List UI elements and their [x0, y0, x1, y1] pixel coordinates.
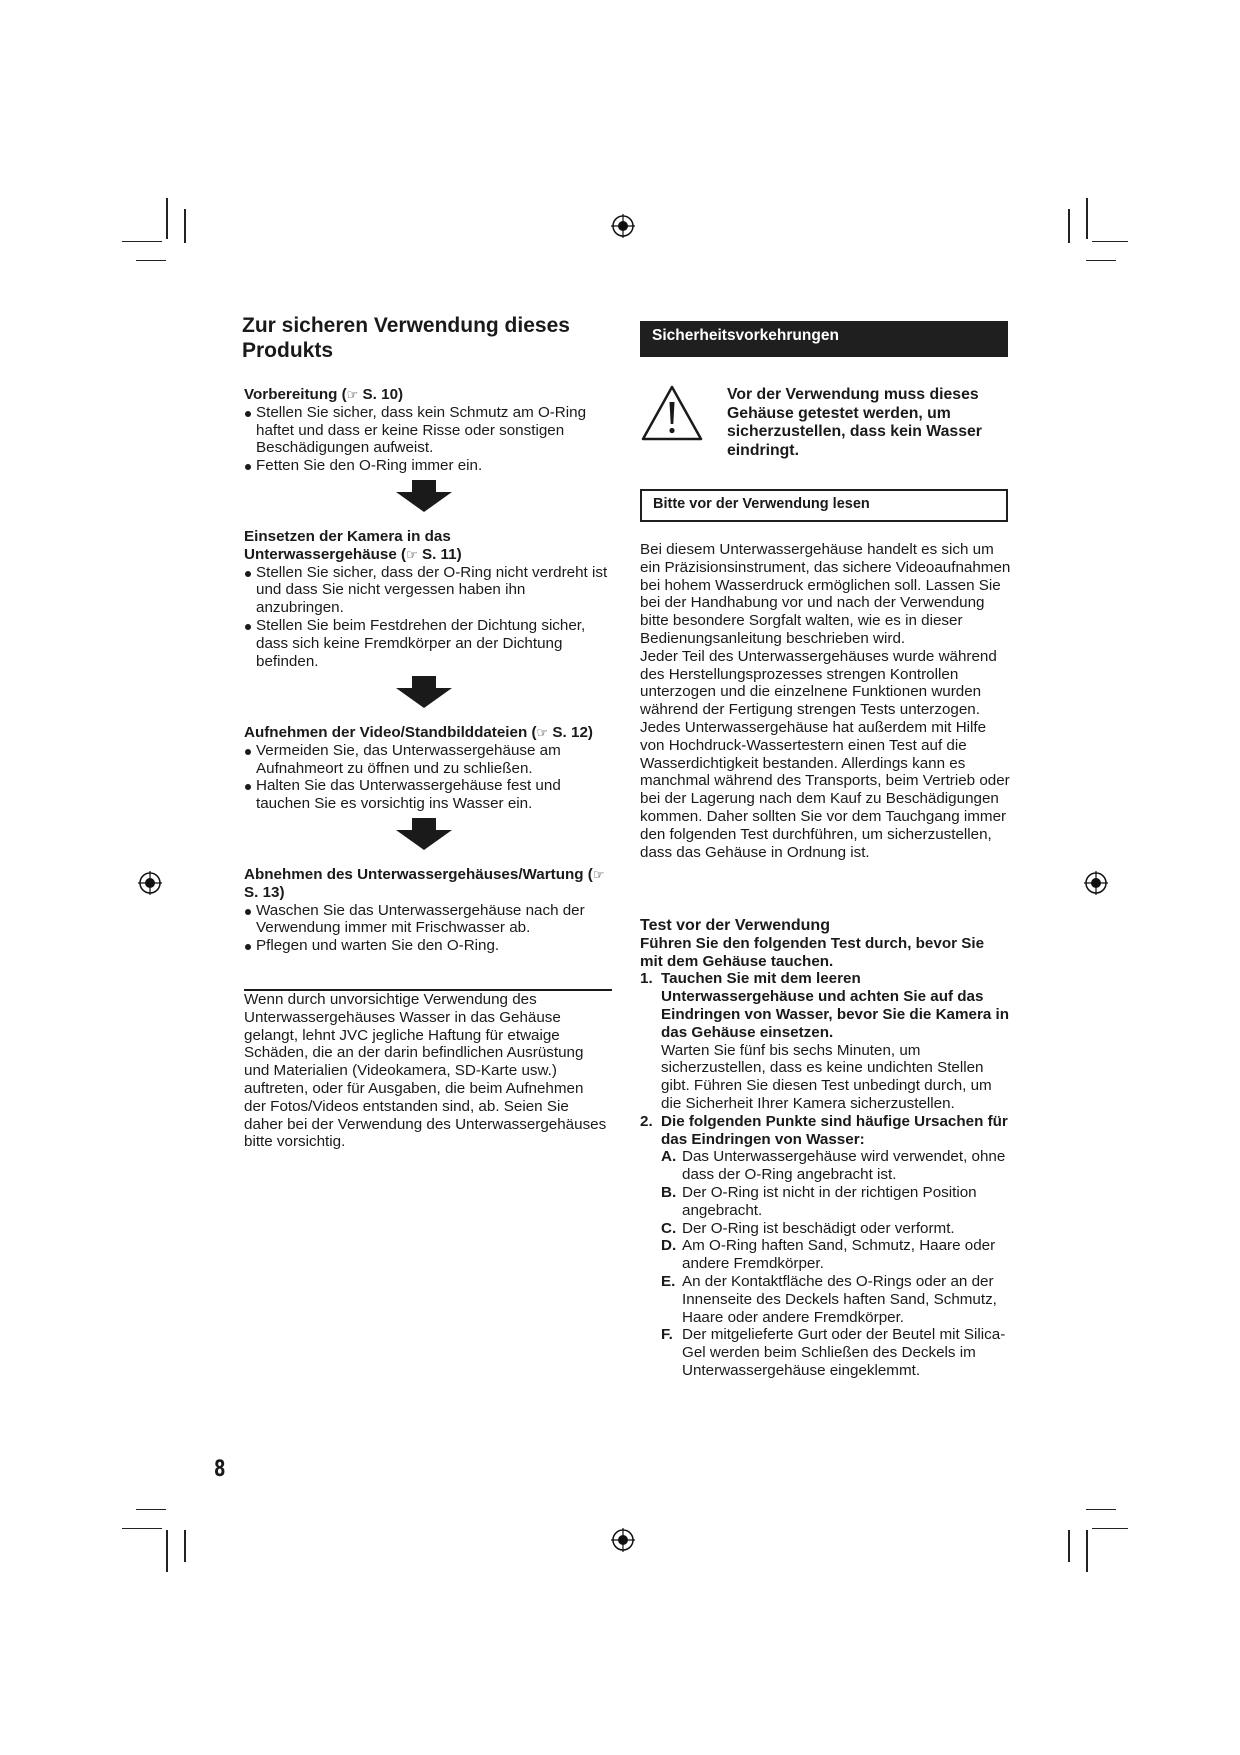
test-heading: Test vor der Verwendung: [640, 917, 830, 934]
section-recording: [244, 724, 620, 813]
disclaimer-text: Wenn durch unvorsichtige Verwendung des Unterwassergehäuses Wasser in das Gehäuse gelangt, lehnt JVC jegliche Haftung für etwaige Schäden, die an der darin befindlichen Ausrüstung und Materialien (Videokamera, SD-Karte usw.) auftreten, oder für Ausgaben, die beim Aufnehmen der Fotos/Videos entstanden sind, ab. Seien Sie daher bei der Verwendung des Unterwassergehäuses bitte vorsichtig.: [244, 991, 607, 1151]
section-preparation: [244, 386, 614, 475]
warning-triangle-icon: [640, 384, 704, 442]
warning-text: Vor der Verwendung muss dieses Gehäuse getestet werden, um sicherzustellen, dass kein Wasser eindringt.: [727, 386, 982, 459]
list-item: Stellen Sie sicher, dass der O-Ring nicht verdreht ist und dass Sie nicht vergessen haben ihn anzubringen.: [244, 564, 614, 617]
cause-item: A. Das Unterwassergehäuse wird verwendet, ohne dass der O-Ring angebracht ist.: [661, 1148, 1006, 1184]
intro-paragraphs: [640, 541, 1012, 861]
registration-mark-right: [1084, 871, 1108, 895]
page-number: 8: [214, 1457, 226, 1482]
list-item: Fetten Sie den O-Ring immer ein.: [244, 457, 614, 475]
cause-item: F. Der mitgelieferte Gurt oder der Beutel mit Silica-Gel werden beim Schließen des Deckels im Unterwassergehäuse eingeklemmt.: [661, 1326, 1006, 1379]
cause-item: C. Der O-Ring ist beschädigt oder verformt.: [661, 1219, 955, 1237]
registration-mark-bottom: [611, 1528, 635, 1552]
read-before-use-heading: Bitte vor der Verwendung lesen: [640, 489, 1008, 522]
cause-item: D. Am O-Ring haften Sand, Schmutz, Haare oder andere Fremdkörper.: [661, 1237, 996, 1273]
step-item: [640, 1113, 1012, 1380]
list-item: Stellen Sie sicher, dass kein Schmutz am O-Ring haftet und dass er keine Risse oder sonstigen Beschädigungen aufweist.: [244, 404, 614, 457]
step-number: 2.: [640, 1112, 653, 1130]
paragraph: Jeder Teil des Unterwassergehäuses wurde während des Herstellungsprozesses strengen Kontrollen unterzogen und die einzelnene Funktionen wurden während der Fertigung strengen Tests unterzogen. Jedes Unterwassergehäuse hat außerdem mit Hilfe von Hochdruck-Wassertestern einen Test auf die Wasserdichtigkeit bestanden. Allerdings kann es manchmal während des Transports, beim Vertrieb oder bei der Lagerung nach dem Kauf zu Beschädigungen kommen. Daher sollten Sie vor dem Tauchgang immer den folgenden Test durchführen, um sicherzustellen, dass das Gehäuse in Ordnung ist.: [640, 647, 1010, 861]
test-section: [640, 917, 1012, 1380]
section-insert-camera: [244, 528, 614, 670]
step-bold: Tauchen Sie mit dem leeren Unterwassergehäuse und achten Sie auf das Eindringen von Wasser, bevor Sie die Kamera in das Gehäuse einsetzen.: [661, 970, 1010, 1041]
list-item: Pflegen und warten Sie den O-Ring.: [244, 937, 600, 955]
registration-mark-left: [138, 871, 162, 895]
page-title: Zur sicheren Verwendung dieses Produkts: [242, 314, 570, 362]
cause-item: E. An der Kontaktfläche des O-Rings oder an der Innenseite des Deckels haften Sand, Schmutz, Haare oder andere Fremdkörper.: [661, 1272, 997, 1326]
list-item: Halten Sie das Unterwassergehäuse fest und tauchen Sie es vorsichtig ins Wasser ein.: [244, 777, 590, 813]
step-item: [640, 970, 1012, 1112]
paragraph: Bei diesem Unterwassergehäuse handelt es sich um ein Präzisionsinstrument, das sichere Videoaufnahmen bei hohem Wasserdruck ermöglichen soll. Lassen Sie bei der Handhabung vor und nach der Verwendung bitte besondere Sorgfalt walten, wie es in dieser Bedienungsanleitung beschrieben wird.: [640, 541, 1011, 647]
down-arrow-icon: [396, 480, 452, 512]
step-number: 1.: [640, 970, 653, 988]
reference-hand-icon: ☞: [406, 546, 418, 562]
section-heading: Aufnehmen der Video/Standbilddateien (☞ S. 12): [244, 724, 593, 741]
registration-mark-top: [611, 214, 635, 238]
down-arrow-icon: [396, 818, 452, 850]
down-arrow-icon: [396, 676, 452, 708]
section-heading: Vorbereitung (☞ S. 10): [244, 386, 404, 403]
reference-hand-icon: ☞: [536, 725, 549, 740]
reference-hand-icon: ☞: [346, 387, 359, 402]
section-removal-maintenance: [244, 866, 614, 955]
section-heading: Einsetzen der Kamera in das Unterwassergehäuse (☞ S. 11): [244, 528, 462, 563]
section-heading: Abnehmen des Unterwassergehäuses/Wartung (☞ S. 13): [244, 866, 605, 901]
step-text: Warten Sie fünf bis sechs Minuten, um sicherzustellen, dass es keine undichten Stellen gibt. Führen Sie diesen Test unbedingt durch, um die Sicherheit Ihrer Kamera sicherzustellen.: [661, 1041, 992, 1112]
list-item: Waschen Sie das Unterwassergehäuse nach der Verwendung immer mit Frischwasser ab.: [244, 902, 600, 938]
list-item: Stellen Sie beim Festdrehen der Dichtung sicher, dass sich keine Fremdkörper an der Dichtung befinden.: [244, 617, 614, 670]
cause-item: B. Der O-Ring ist nicht in der richtigen Position angebracht.: [661, 1183, 977, 1219]
list-item: Vermeiden Sie, das Unterwassergehäuse am Aufnahmeort zu öffnen und zu schließen.: [244, 742, 590, 778]
section-banner: Sicherheitsvorkehrungen: [640, 321, 1008, 357]
test-intro: Führen Sie den folgenden Test durch, bevor Sie mit dem Gehäuse tauchen.: [640, 934, 985, 970]
reference-hand-icon: ☞: [592, 867, 605, 882]
step-bold: Die folgenden Punkte sind häufige Ursachen für das Eindringen von Wasser:: [661, 1112, 1008, 1148]
